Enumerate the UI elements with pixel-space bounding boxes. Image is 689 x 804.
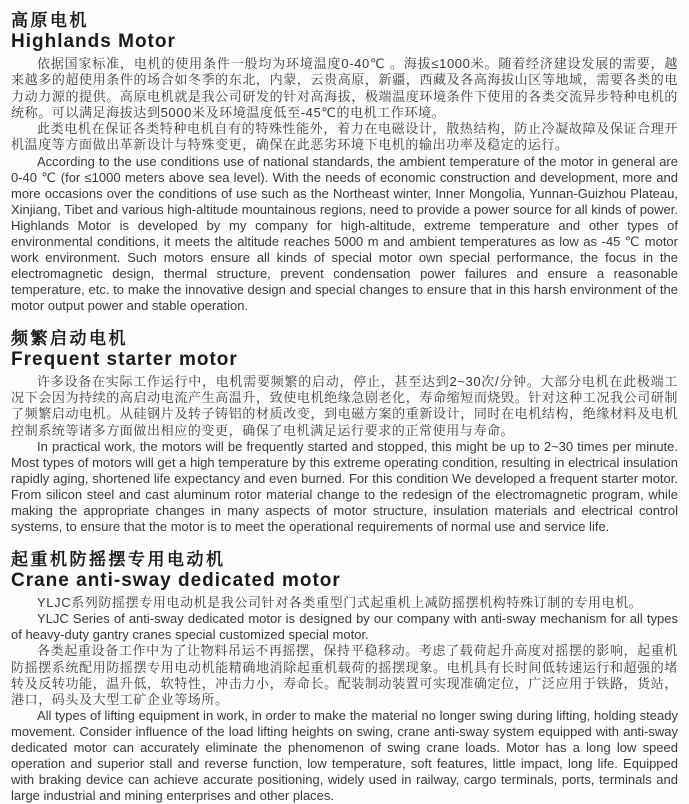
section-title-en: Crane anti-sway dedicated motor [11, 569, 341, 591]
section-highlands-motor [11, 10, 678, 314]
section-crane-anti-sway-motor [11, 549, 678, 804]
section-title-en: Frequent starter motor [11, 348, 238, 370]
section-frequent-starter-motor [11, 328, 678, 535]
paragraph: In practical work, the motors will be frequently started and stopped, this might be up to 2~30 times per minute. Most types of motors will get a high temperature by this extreme operating condition, resulting in electrical insulation rapidly aging, shortened life expectancy and even burned. For this condition We developed a frequent starter motor. From silicon steel and cast aluminum rotor material change to the redesign of the electromagnetic program, while making the appropriate changes in many aspects of motor structure, insulation materials and electrical control systems, to ensure that the motor is to meet the operational requirements of normal use and service life. [11, 438, 678, 534]
paragraph: 许多设备在实际工作运行中，电机需要频繁的启动，停止，甚至达到2~30次/分钟。大部分电机在此极端工况下会因为持续的高启动电流产生高温升，致使电机绝缘急剧老化，寿命缩短而烧毁。针对这种工况我公司研制了频繁启动电机。从硅钢片及转子铸铝的材质改变，到电磁方案的重新设计，同时在电机结构，绝缘材料及电机控制系统等诸多方面做出相应的变更，确保了电机满足运行要求的正常使用与寿命。 [11, 373, 678, 438]
section-title-zh: 起重机防摇摆专用电动机 [11, 549, 226, 569]
paragraph: 此类电机在保证各类特种电机自有的特殊性能外，着力在电磁设计，散热结构，防止冷凝故障及保证合理开机温度等方面做出革新设计与特殊变更，确保在此恶劣环境下电机的输出功率及稳定的运行。 [11, 121, 678, 153]
paragraph: According to the use conditions use of national standards, the ambient temperature of the motor in general are 0-40 ℃ (for ≤1000 meters above sea level). With the needs of economic construction and development, more and more occasions over the conditions of use such as the Northeast winter, Inner Mongolia, Yunnan-Guizhou Plateau, Xinjiang, Tibet and various high-altitude mountainous regions, need to provide a power source for all kinds of power. Highlands Motor is developed by my company for high-altitude, extreme temperature and other types of environmental conditions, it meets the altitude reaches 5000 m and ambient temperatures as low as -45 ℃ motor work environment. Such motors ensure all kinds of special motor own special performance, the focus in the electromagnetic design, thermal structure, prevent condensation power failures and ensure a reasonable temperature, etc. to make the innovative design and special changes to ensure that in this harsh environment of the motor output power and stable operation. [11, 153, 678, 313]
section-title-zh: 频繁启动电机 [11, 328, 128, 348]
paragraph: All types of lifting equipment in work, in order to make the material no longer swing during lifting, holding steady movement. Consider influence of the load lifting heights on swing, crane anti-sway system equipped with anti-sway dedicated motor can accurately eliminate the phenomenon of swing crane loads. Motor has a long low speed operation and superior stall and reverse function, low temperature, soft features, little impact, long life. Equipped with braking device can achieve accurate positioning, widely used in railway, cargo terminals, ports, terminals and large industrial and mining enterprises and other places. [11, 708, 678, 804]
paragraph: YLJC Series of anti-sway dedicated motor is designed by our company with anti-sway mechanism for all types of heavy-duty gantry cranes special customized special motor. [11, 611, 678, 643]
section-title-en: Highlands Motor [11, 31, 176, 52]
paragraph: 依据国家标准，电机的使用条件一般均为环境温度0-40℃ 。海拔≤1000米。随着经济建设发展的需要，越来越多的超使用条件的场合如冬季的东北，内蒙，云贵高原，新疆，西藏及各高海拔山区等地域，需要各类的电力动力源的提供。高原电机就是我公司研发的针对高海拔，极端温度环境条件下使用的各类交流异步特种电机的统称。可以满足海拔达到5000米及环境温度低至-45℃的电机工作环境。 [11, 56, 678, 120]
paragraph: YLJC系列防摇摆专用电动机是我公司针对各类重型门式起重机上减防摇摆机构特殊订制的专用电机。 [37, 594, 643, 610]
paragraph: 各类起重设备工作中为了让物料吊运不再摇摆，保持平稳移动。考虑了载荷起升高度对摇摆的影响，起重机防摇摆系统配用防摇摆专用电动机能精确地消除起重机载荷的摇摆现象。电机具有长时间低转速运行和超强的堵转及反转功能，温升低，软特性，冲击力小，寿命长。配装制动装置可实现准确定位，广泛应用于铁路，货站，港口，码头及大型工矿企业等场所。 [11, 643, 678, 708]
section-title-zh: 高原电机 [11, 11, 89, 30]
